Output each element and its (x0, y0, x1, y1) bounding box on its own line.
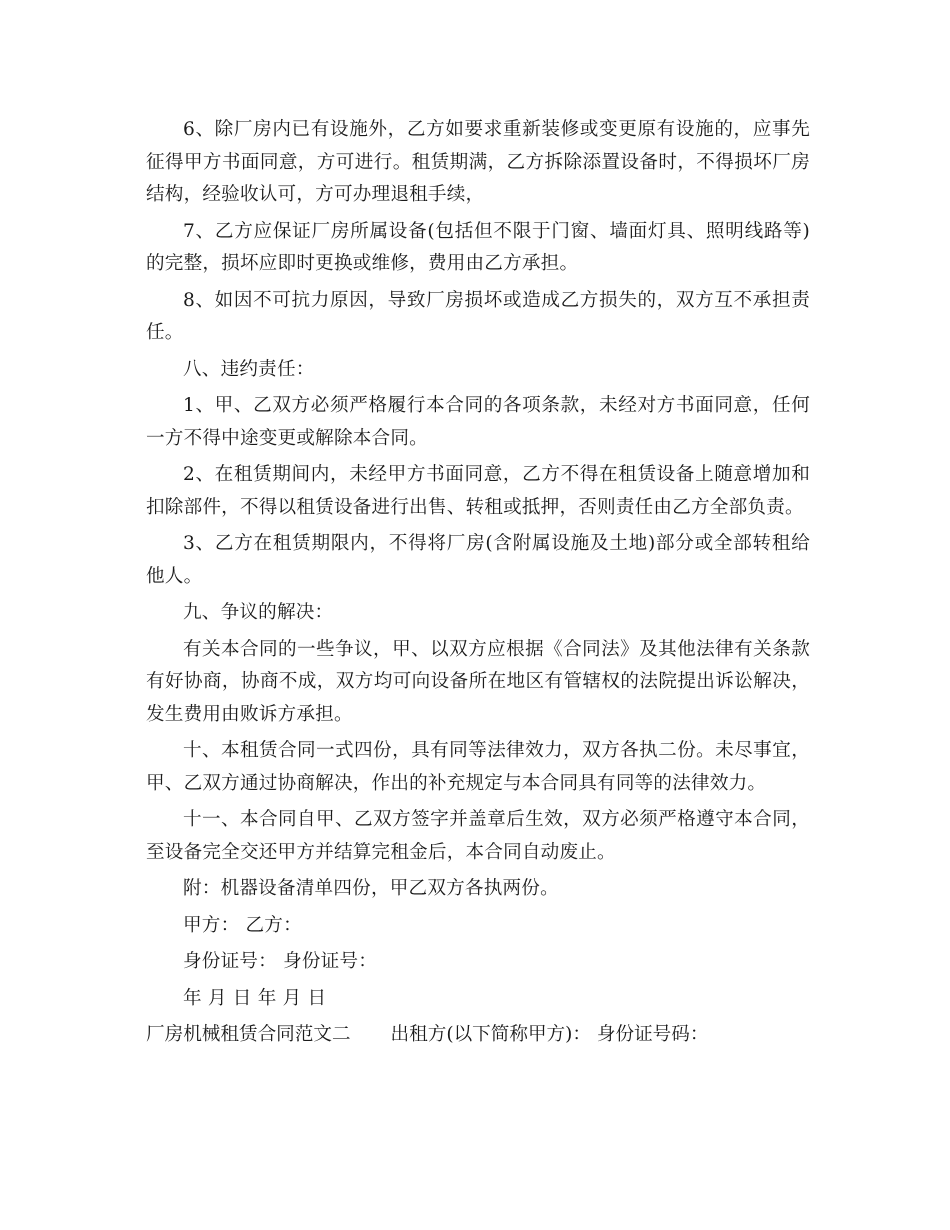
paragraph-attachment: 附：机器设备清单四份，甲乙双方各执两份。 (183, 878, 559, 899)
section-heading-dispute: 九、争议的解决： (183, 602, 334, 623)
next-contract-title: 厂房机械租赁合同范文二 (146, 1024, 351, 1045)
section-heading-breach: 八、违约责任： (183, 358, 315, 380)
paragraph-effective: 十一、本合同自甲、乙双方签字并盖章后生效，双方必须严格遵守本合同，至设备完全交还甲方并结算完租金后，本合同自动废止。 (146, 809, 810, 863)
paragraph-clause-6: 6、除厂房内已有设施外，乙方如要求重新装修或变更原有设施的，应事先征得甲方书面同意，方可进行。租赁期满，乙方拆除添置设备时，不得损坏厂房结构，经验收认可，方可办理退租手续， (146, 119, 810, 205)
paragraph-breach-2: 2、在租赁期间内，未经甲方书面同意，乙方不得在租赁设备上随意增加和扣除部件，不得以租赁设备进行出售、转租或抵押，否则责任由乙方全部负责。 (146, 464, 810, 518)
paragraph-copies: 十、本租赁合同一式四份，具有同等法律效力，双方各执二份。未尽事宜，甲、乙双方通过协商解决，作出的补充规定与本合同具有同等的法律效力。 (146, 740, 810, 794)
next-contract-opening: 出租方(以下简称甲方)： 身份证号码： (390, 1024, 709, 1045)
paragraph-clause-7: 7、乙方应保证厂房所属设备(包括但不限于门窗、墙面灯具、照明线路等)的完整，损坏应即时更换或维修，费用由乙方承担。 (146, 220, 810, 274)
signature-dates: 年 月 日 年 月 日 (183, 987, 327, 1009)
signature-id-numbers: 身份证号： 身份证号： (183, 951, 378, 972)
paragraph-breach-1: 1、甲、乙双方必须严格履行本合同的各项条款，未经对方书面同意，任何一方不得中途变更或解除本合同。 (146, 395, 810, 449)
next-contract-line (146, 1019, 810, 1052)
paragraph-breach-3: 3、乙方在租赁期限内，不得将厂房(含附属设施及土地)部分或全部转租给他人。 (146, 533, 810, 587)
paragraph-dispute: 有关本合同的一些争议，甲、以双方应根据《合同法》及其他法律有关条款有好协商，协商不成，双方均可向设备所在地区有管辖权的法院提出诉讼解决，发生费用由败诉方承担。 (146, 638, 810, 725)
paragraph-clause-8: 8、如因不可抗力原因，导致厂房损坏或造成乙方损失的，双方互不承担责任。 (146, 289, 810, 343)
document-page (146, 114, 810, 1052)
signature-parties: 甲方： 乙方： (183, 914, 302, 936)
